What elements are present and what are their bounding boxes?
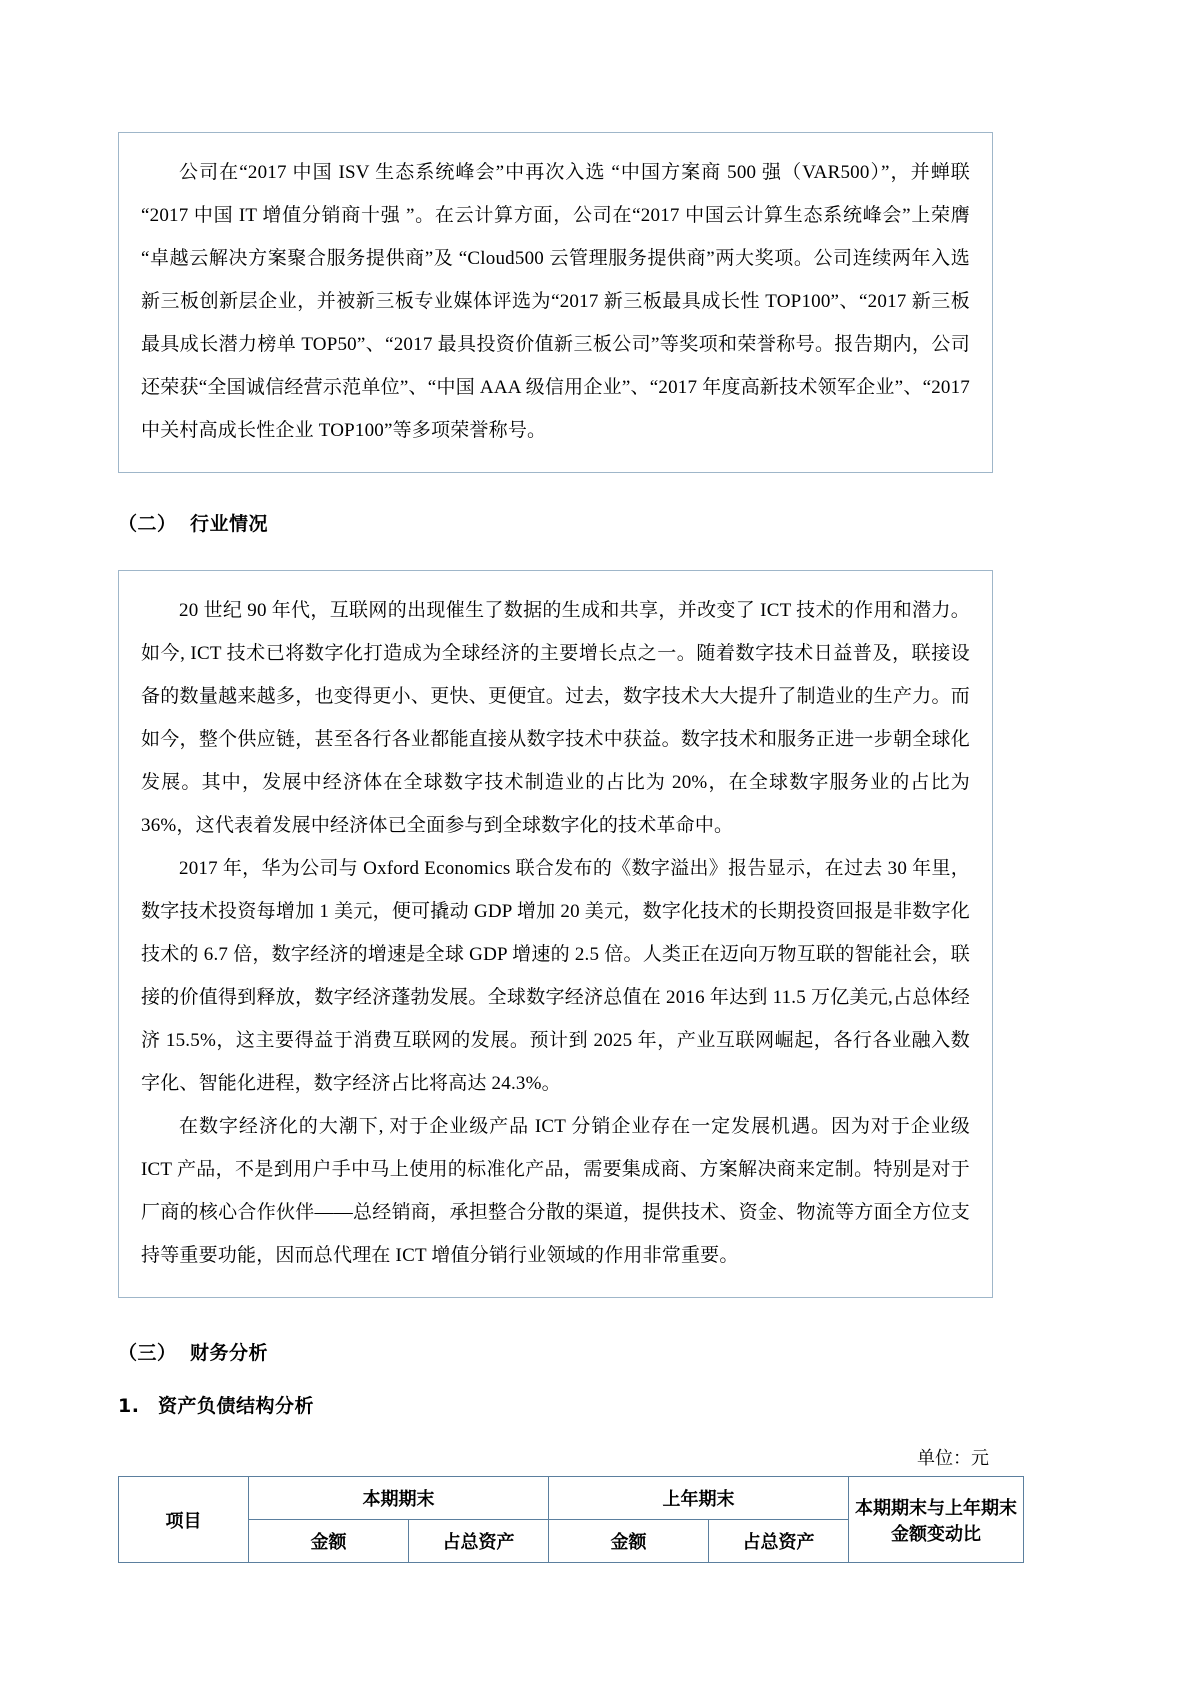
table-header-item: 项目: [119, 1477, 249, 1563]
industry-paragraph-3: 在数字经济化的大潮下, 对于企业级产品 ICT 分销企业存在一定发展机遇。因为对于企业级 ICT 产品，不是到用户手中马上使用的标准化产品，需要集成商、方案解决商来定制。特别是对于厂商的核心合作伙伴——总经销商，承担整合分散的渠道，提供技术、资金、物流等方面全方位支持等重要功能，因而总代理在 ICT 增值分销行业领域的作用非常重要。: [141, 1116, 970, 1266]
spacer-after-awards: [118, 473, 993, 509]
section-number-industry: （二）: [118, 513, 177, 535]
section-number-finance: （三）: [118, 1342, 177, 1364]
section-title-finance: 财务分析: [190, 1342, 269, 1364]
subsection-title: 资产负债结构分析: [158, 1395, 315, 1417]
table-unit-label: 单位：元: [917, 1448, 989, 1468]
table-header-current-period: 本期期末: [249, 1477, 549, 1520]
spacer-before-subheading: [118, 1365, 993, 1391]
industry-text-box: [118, 570, 993, 1298]
spacer-before-unit: [118, 1418, 993, 1444]
balance-structure-table: [118, 1476, 1024, 1563]
table-header-ratio-current: 占总资产: [409, 1520, 549, 1563]
table-header-row-1: [119, 1477, 1024, 1520]
spacer-before-industry-box: [118, 536, 993, 570]
awards-paragraph: 公司在“2017 中国 ISV 生态系统峰会”中再次入选 “中国方案商 500 强（VAR500）”，并蝉联“2017 中国 IT 增值分销商十强 ”。在云计算方面，公司在“2017 中国云计算生态系统峰会”上荣膺“卓越云解决方案聚合服务提供商”及 “Cloud500 云管理服务提供商”两大奖项。公司连续两年入选新三板创新层企业，并被新三板专业媒体评选为“2017 新三板最具成长性 TOP100”、“2017 新三板最具成长潜力榜单 TOP50”、“2017 最具投资价值新三板公司”等奖项和荣誉称号。报告期内，公司还荣获“全国诚信经营示范单位”、“中国 AAA 级信用企业”、“2017 年度高新技术领军企业”、“2017 中关村高成长性企业 TOP100”等多项荣誉称号。: [141, 162, 970, 441]
industry-paragraph-2: 2017 年，华为公司与 Oxford Economics 联合发布的《数字溢出》报告显示，在过去 30 年里，数字技术投资每增加 1 美元，便可撬动 GDP 增加 20 美元，数字化技术的长期投资回报是非数字化技术的 6.7 倍，数字经济的增速是全球 GDP 增速的 2.5 倍。人类正在迈向万物互联的智能社会，联接的价值得到释放，数字经济蓬勃发展。全球数字经济总值在 2016 年达到 11.5 万亿美元,占总体经济 15.5%，这主要得益于消费互联网的发展。预计到 2025 年，产业互联网崛起，各行各业融入数字化、智能化进程，数字经济占比将高达 24.3%。: [141, 858, 970, 1094]
section-heading-finance: [118, 1338, 993, 1365]
top-spacer: [118, 0, 993, 132]
page-content: [118, 0, 1017, 1563]
subsection-number: 1.: [118, 1395, 140, 1417]
table-header-ratio-prior: 占总资产: [709, 1520, 849, 1563]
industry-paragraph-1: 20 世纪 90 年代，互联网的出现催生了数据的生成和共享，并改变了 ICT 技术的作用和潜力。如今, ICT 技术已将数字化打造成为全球经济的主要增长点之一。随着数字技术日益普及，联接设备的数量越来越多，也变得更小、更快、更便宜。过去，数字技术大大提升了制造业的生产力。而如今，整个供应链，甚至各行各业都能直接从数字技术中获益。数字技术和服务正进一步朝全球化发展。其中，发展中经济体在全球数字技术制造业的占比为 20%，在全球数字服务业的占比为 36%，这代表着发展中经济体已全面参与到全球数字化的技术革命中。: [141, 600, 970, 836]
table-header-amount-current: 金额: [249, 1520, 409, 1563]
table-header-change: 本期期末与上年期末金额变动比: [849, 1477, 1024, 1563]
table-header-amount-prior: 金额: [549, 1520, 709, 1563]
section-title-industry: 行业情况: [190, 513, 269, 535]
section-heading-industry: [118, 509, 993, 536]
spacer-after-industry-box: [118, 1298, 993, 1338]
awards-text-box: [118, 132, 993, 473]
subsection-heading-balance: [118, 1391, 993, 1418]
table-header-prior-period: 上年期末: [549, 1477, 849, 1520]
